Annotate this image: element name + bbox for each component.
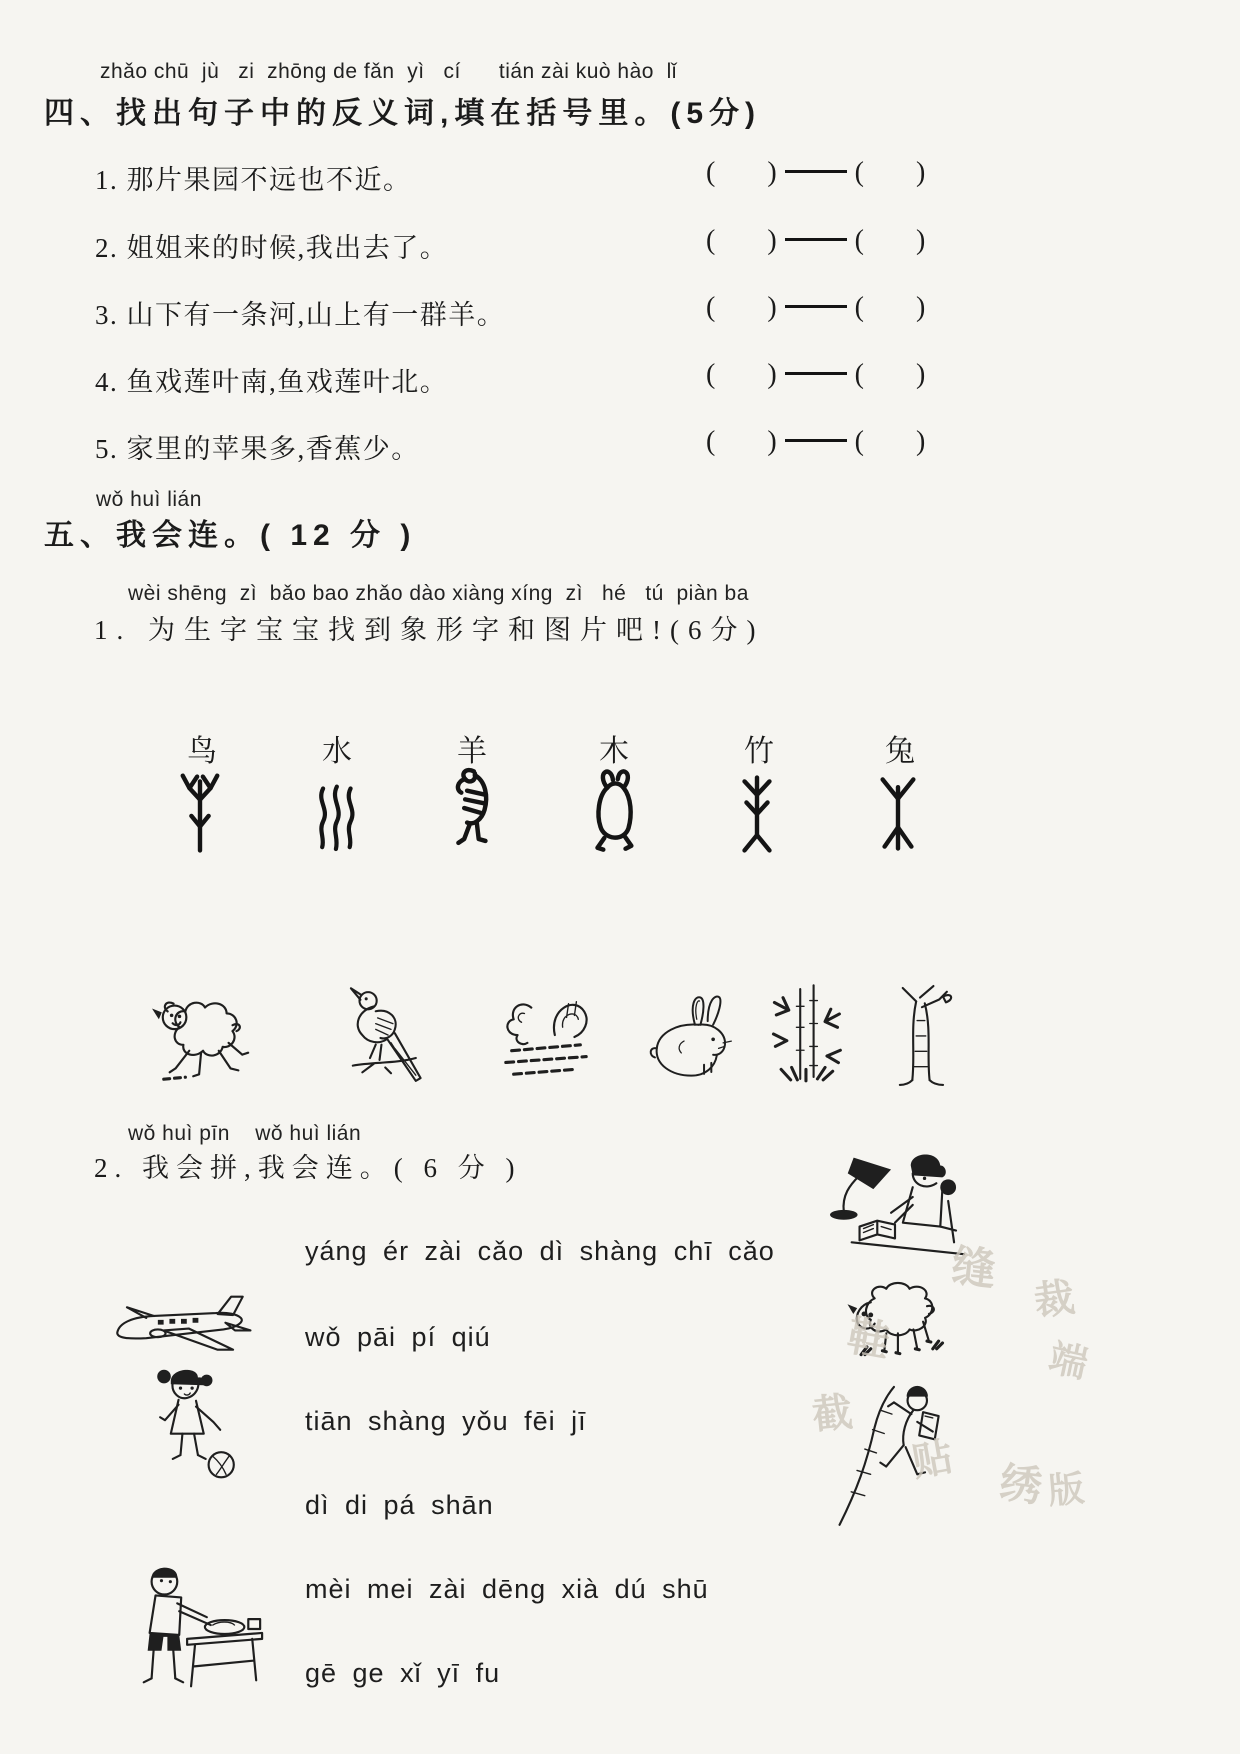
bracket-open: (	[706, 359, 716, 390]
antonym-sentence-5: 5. 家里的苹果多,香蕉少。	[95, 434, 420, 464]
bracket-open: (	[706, 157, 716, 188]
bracket-close: )	[915, 426, 926, 457]
pinyin-sentence-5: mèi mei zài dēng xià dú shū	[305, 1574, 709, 1604]
bracket-close: )	[767, 225, 777, 256]
watermark-glyph: 裁	[1031, 1275, 1078, 1325]
char-bird: 鸟	[187, 735, 217, 768]
bracket-open: (	[854, 157, 864, 188]
girl-ball-drawing	[146, 1362, 246, 1488]
antonym-sentence-3: 3. 山下有一条河,山上有一群羊。	[95, 300, 506, 330]
section5-heading: 五、我会连。( 12 分 )	[44, 519, 417, 552]
bracket-open: (	[854, 359, 864, 390]
pinyin-sentence-2: wǒ pāi pí qiú	[305, 1322, 491, 1352]
watermark-glyph: 版	[1046, 1467, 1086, 1512]
bamboo-drawing	[762, 978, 848, 1090]
bracket-close: )	[915, 292, 926, 323]
watermark-glyph: 绣	[996, 1458, 1045, 1511]
antonym-answer-slots-2	[706, 225, 925, 257]
bracket-open: (	[854, 292, 864, 323]
antonym-answer-slots-1	[706, 157, 925, 189]
char-water: 水	[322, 735, 352, 768]
char-rabbit: 兔	[885, 735, 915, 768]
dash-line	[785, 439, 847, 442]
q1-text: 1. 为生字宝宝找到象形字和图片吧!(6分)	[94, 615, 765, 645]
q2-pinyin: wǒ huì pīn wǒ huì lián	[128, 1122, 362, 1145]
watermark-glyph: 缝	[949, 1241, 998, 1296]
dash-line	[785, 238, 847, 241]
char-bamboo: 竹	[744, 735, 774, 768]
girl-lamp-drawing	[816, 1136, 974, 1264]
bracket-close: )	[767, 292, 777, 323]
pinyin-sentence-3: tiān shàng yǒu fēi jī	[305, 1406, 587, 1436]
section4-heading: 四、找出句子中的反义词,填在括号里。(5分)	[44, 97, 761, 130]
pinyin-sentence-4: dì di pá shān	[305, 1490, 494, 1520]
dove-drawing	[328, 978, 433, 1096]
bracket-open: (	[706, 225, 716, 256]
lamb-drawing	[145, 982, 265, 1090]
watermark-glyph: 截	[810, 1390, 855, 1438]
oracle-sprout-icon	[728, 768, 786, 860]
dash-line	[785, 305, 847, 308]
antonym-sentence-1: 1. 那片果园不远也不近。	[95, 165, 412, 195]
watermark-glyph: 端	[1045, 1337, 1092, 1387]
bracket-close: )	[915, 157, 926, 188]
bracket-close: )	[767, 359, 777, 390]
bracket-open: (	[706, 426, 716, 457]
antonym-answer-slots-5	[706, 426, 925, 458]
oracle-rabbit-icon	[583, 764, 641, 858]
rabbit-drawing	[632, 992, 747, 1092]
antonym-answer-slots-4	[706, 359, 925, 391]
bracket-open: (	[854, 426, 864, 457]
airplane-drawing	[102, 1288, 260, 1370]
pinyin-sentence-1: yáng ér zài cǎo dì shàng chī cǎo	[305, 1236, 775, 1266]
section5-pinyin: wǒ huì lián	[96, 488, 202, 511]
oracle-water-icon	[306, 772, 364, 860]
oracle-plant-icon	[171, 768, 229, 860]
tree-drawing	[872, 980, 968, 1090]
bracket-close: )	[767, 426, 777, 457]
waves-drawing	[492, 988, 600, 1086]
dash-line	[785, 372, 847, 375]
antonym-sentence-4: 4. 鱼戏莲叶南,鱼戏莲叶北。	[95, 367, 449, 397]
pinyin-sentence-6: gē ge xǐ yī fu	[305, 1658, 501, 1688]
watermark-glyph: 贴	[909, 1434, 957, 1486]
q1-pinyin: wèi shēng zì bǎo bao zhǎo dào xiàng xíng zì hé tú piàn ba	[128, 582, 749, 605]
char-sheep: 羊	[457, 735, 487, 768]
bracket-close: )	[915, 225, 926, 256]
antonym-sentence-2: 2. 姐姐来的时候,我出去了。	[95, 233, 449, 263]
boy-washing-drawing	[120, 1556, 272, 1704]
bracket-close: )	[767, 157, 777, 188]
watermark-glyph: 鞋	[843, 1311, 894, 1366]
bracket-open: (	[854, 225, 864, 256]
oracle-tree-icon	[869, 768, 927, 860]
antonym-answer-slots-3	[706, 292, 925, 324]
section4-pinyin: zhǎo chū jù zi zhōng de fǎn yì cí tián zài kuò hào lǐ	[100, 60, 677, 83]
char-wood: 木	[599, 735, 629, 768]
oracle-bird-icon	[441, 762, 499, 858]
dash-line	[785, 170, 847, 173]
bracket-close: )	[915, 359, 926, 390]
q2-text: 2. 我会拼,我会连。( 6 分 )	[94, 1153, 522, 1183]
bracket-open: (	[706, 292, 716, 323]
